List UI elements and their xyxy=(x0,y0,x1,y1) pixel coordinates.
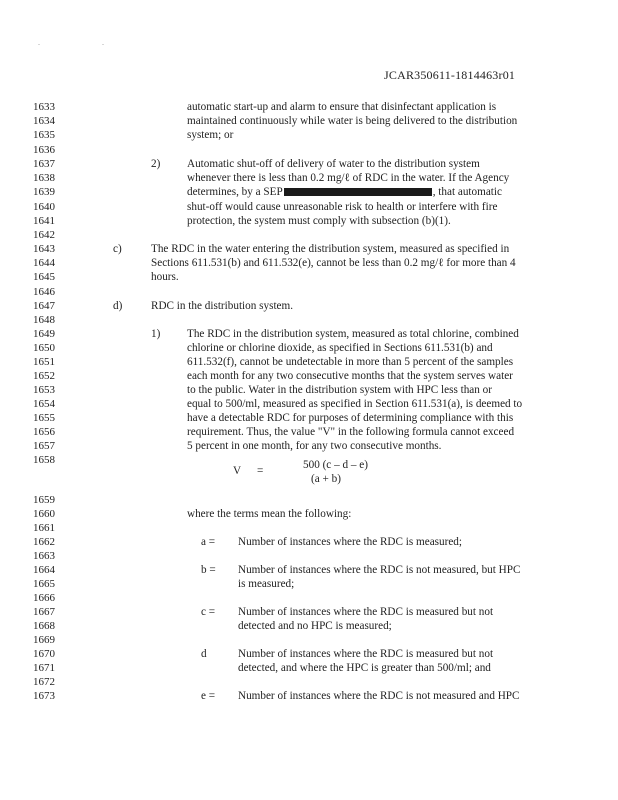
line-number: 1643 xyxy=(33,243,55,255)
line-text xyxy=(238,661,491,675)
line-number: 1670 xyxy=(33,648,55,660)
line-number: 1647 xyxy=(33,300,55,312)
line-number: 1665 xyxy=(33,578,55,590)
line-number: 1660 xyxy=(33,508,55,520)
line-text-segment: , that automatic xyxy=(432,186,502,198)
line-text-segment: Automatic shut-off of delivery of water to the distribution system xyxy=(187,158,480,170)
line-number: 1664 xyxy=(33,564,55,576)
line-text-segment: where the terms mean the following: xyxy=(187,508,352,520)
line-text-segment: Sections 611.531(b) and 611.532(e), cannot be less than 0.2 mg/ℓ for more than 4 xyxy=(151,257,516,269)
line-text xyxy=(187,114,517,128)
formula-variable: V xyxy=(233,465,242,477)
line-text-segment: is measured; xyxy=(238,578,295,590)
line-text-segment: Number of instances where the RDC is not measured and HPC xyxy=(238,690,520,702)
line-text-segment: detected, and where the HPC is greater than 500/ml; and xyxy=(238,662,491,674)
line-number: 1639 xyxy=(33,186,55,198)
line-text-segment: The RDC in the water entering the distribution system, measured as specified in xyxy=(151,243,510,255)
line-number: 1641 xyxy=(33,215,55,227)
line-text-segment: shut-off would cause unreasonable risk to health or interfere with fire xyxy=(187,201,498,213)
formula-denominator: (a + b) xyxy=(311,473,341,485)
line-text xyxy=(151,242,509,256)
line-number: 1638 xyxy=(33,172,55,184)
line-text xyxy=(187,185,502,199)
line-number: 1642 xyxy=(33,229,55,241)
list-marker: c = xyxy=(201,606,216,618)
line-number: 1646 xyxy=(33,286,55,298)
line-number: 1659 xyxy=(33,494,55,506)
line-number: 1635 xyxy=(33,129,55,141)
line-number: 1661 xyxy=(33,522,55,534)
redaction-block xyxy=(284,188,432,196)
list-marker: 2) xyxy=(151,158,161,170)
line-text xyxy=(151,256,516,270)
scan-specks: . . xyxy=(38,38,134,47)
line-text-segment: Number of instances where the RDC is measured; xyxy=(238,536,463,548)
line-text-segment: Number of instances where the RDC is not measured, but HPC xyxy=(238,564,521,576)
line-number: 1658 xyxy=(33,454,55,466)
line-text xyxy=(187,411,513,425)
line-number: 1644 xyxy=(33,257,55,269)
line-number: 1654 xyxy=(33,398,55,410)
line-text-segment: maintained continuously while water is being delivered to the distribution xyxy=(187,115,518,127)
line-number: 1662 xyxy=(33,536,55,548)
list-marker: d) xyxy=(113,300,123,312)
line-text-segment: protection, the system must comply with subsection (b)(1). xyxy=(187,215,451,227)
line-text xyxy=(187,100,496,114)
line-text-segment: requirement. Thus, the value "V" in the following formula cannot exceed xyxy=(187,426,515,438)
line-number: 1668 xyxy=(33,620,55,632)
line-text xyxy=(187,214,451,228)
list-marker: a = xyxy=(201,536,216,548)
line-text-segment: determines, by a SEP xyxy=(187,186,283,198)
line-text-segment: hours. xyxy=(151,271,179,283)
line-text-segment: Number of instances where the RDC is measured but not xyxy=(238,648,494,660)
line-text-segment: The RDC in the distribution system, measured as total chlorine, combined xyxy=(187,328,519,340)
line-number: 1648 xyxy=(33,314,55,326)
line-text xyxy=(151,270,179,284)
line-text xyxy=(238,563,520,577)
line-number: 1636 xyxy=(33,144,55,156)
line-text xyxy=(187,369,513,383)
line-text xyxy=(187,355,513,369)
document-id: JCAR350611-1814463r01 xyxy=(384,68,516,82)
line-text xyxy=(238,619,392,633)
line-text-segment: 611.532(f), cannot be undetectable in more than 5 percent of the samples xyxy=(187,356,514,368)
formula-equals: = xyxy=(257,465,264,477)
line-text xyxy=(187,157,480,171)
line-text-segment: Number of instances where the RDC is measured but not xyxy=(238,606,494,618)
line-text xyxy=(187,397,522,411)
line-text xyxy=(187,383,492,397)
line-number: 1669 xyxy=(33,634,55,646)
line-text xyxy=(238,605,493,619)
line-text-segment: automatic start-up and alarm to ensure that disinfectant application is xyxy=(187,101,497,113)
line-number: 1640 xyxy=(33,201,55,213)
line-text-segment: have a detectable RDC for purposes of determining compliance with this xyxy=(187,412,514,424)
line-number: 1649 xyxy=(33,328,55,340)
list-marker: e = xyxy=(201,690,216,702)
formula-numerator: 500 (c – d – e) xyxy=(303,459,368,471)
line-text xyxy=(187,439,441,453)
line-number: 1655 xyxy=(33,412,55,424)
line-text xyxy=(238,577,294,591)
line-text-segment: to the public. Water in the distribution system with HPC less than or xyxy=(187,384,492,396)
line-number: 1657 xyxy=(33,440,55,452)
line-number: 1634 xyxy=(33,115,55,127)
line-number: 1656 xyxy=(33,426,55,438)
line-text xyxy=(238,689,520,703)
line-number: 1650 xyxy=(33,342,55,354)
line-text xyxy=(187,200,497,214)
list-marker: 1) xyxy=(151,328,161,340)
line-text xyxy=(238,647,493,661)
line-text xyxy=(187,327,519,341)
line-text-segment: whenever there is less than 0.2 mg/ℓ of RDC in the water. If the Agency xyxy=(187,172,510,184)
line-number: 1645 xyxy=(33,271,55,283)
line-number: 1673 xyxy=(33,690,55,702)
line-text xyxy=(187,171,509,185)
list-marker: b = xyxy=(201,564,216,576)
line-text xyxy=(151,299,293,313)
line-text-segment: system; or xyxy=(187,129,234,141)
list-marker: d xyxy=(201,648,207,660)
line-text-segment: 5 percent in one month, for any two consecutive months. xyxy=(187,440,442,452)
line-number: 1652 xyxy=(33,370,55,382)
line-number: 1671 xyxy=(33,662,55,674)
line-number: 1666 xyxy=(33,592,55,604)
line-text-segment: equal to 500/ml, measured as specified in Section 611.531(a), is deemed to xyxy=(187,398,523,410)
line-number: 1637 xyxy=(33,158,55,170)
line-text-segment: each month for any two consecutive months that the system serves water xyxy=(187,370,513,382)
line-text xyxy=(187,341,493,355)
line-number: 1667 xyxy=(33,606,55,618)
line-number: 1672 xyxy=(33,676,55,688)
line-text-segment: chlorine or chlorine dioxide, as specified in Sections 611.531(b) and xyxy=(187,342,493,354)
line-number: 1653 xyxy=(33,384,55,396)
list-marker: c) xyxy=(113,243,122,255)
line-number: 1663 xyxy=(33,550,55,562)
line-text xyxy=(187,507,351,521)
line-text xyxy=(187,425,514,439)
line-text xyxy=(187,128,233,142)
line-number: 1651 xyxy=(33,356,55,368)
line-text-segment: RDC in the distribution system. xyxy=(151,300,294,312)
line-text-segment: detected and no HPC is measured; xyxy=(238,620,392,632)
line-number: 1633 xyxy=(33,101,55,113)
line-text xyxy=(238,535,462,549)
